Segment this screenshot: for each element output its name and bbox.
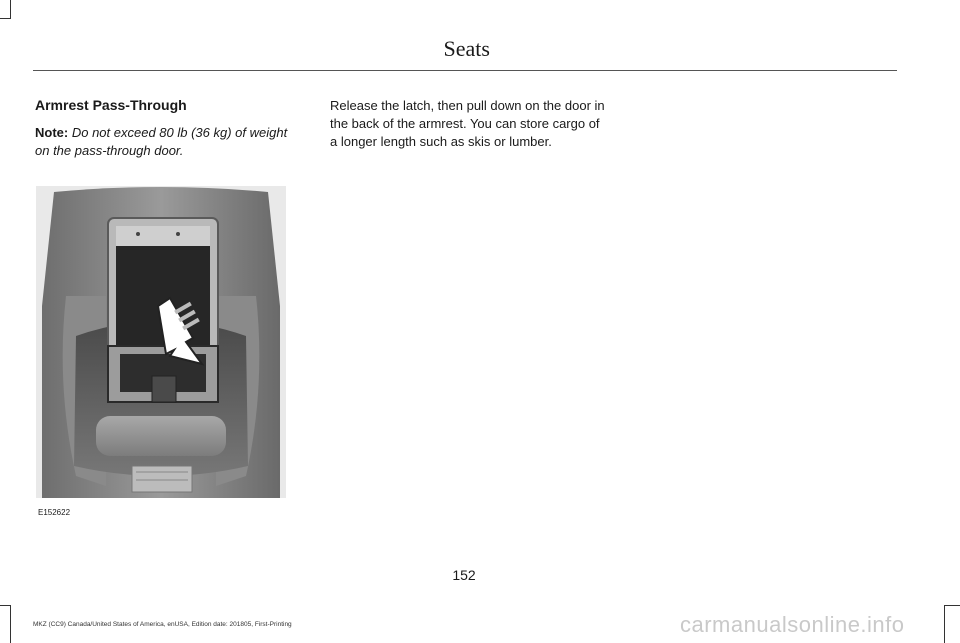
note-text: Do not exceed 80 lb (36 kg) of weight on the pass-through door. bbox=[35, 125, 288, 158]
header-divider bbox=[33, 70, 897, 71]
edition-line: MKZ (CC9) Canada/United States of America, enUSA, Edition date: 201805, First-Printing bbox=[33, 621, 292, 628]
crop-mark bbox=[0, 605, 11, 606]
armrest-illustration bbox=[36, 186, 286, 498]
note-paragraph bbox=[35, 124, 303, 160]
crop-mark bbox=[10, 605, 11, 643]
crop-mark bbox=[0, 18, 11, 19]
figure-code: E152622 bbox=[38, 508, 71, 517]
crop-mark bbox=[944, 605, 945, 643]
crop-mark bbox=[944, 605, 960, 606]
section-title-text: Seats bbox=[443, 36, 490, 61]
section-heading: Armrest Pass-Through bbox=[35, 97, 187, 113]
crop-mark bbox=[10, 0, 11, 18]
body-paragraph: Release the latch, then pull down on the door in the back of the armrest. You can store cargo of a longer length such as skis or lumber. bbox=[330, 98, 605, 149]
watermark: carmanualsonline.info bbox=[680, 612, 905, 637]
page-number: 152 bbox=[452, 567, 476, 583]
note-label: Note: bbox=[35, 125, 69, 140]
section-title bbox=[0, 36, 928, 62]
